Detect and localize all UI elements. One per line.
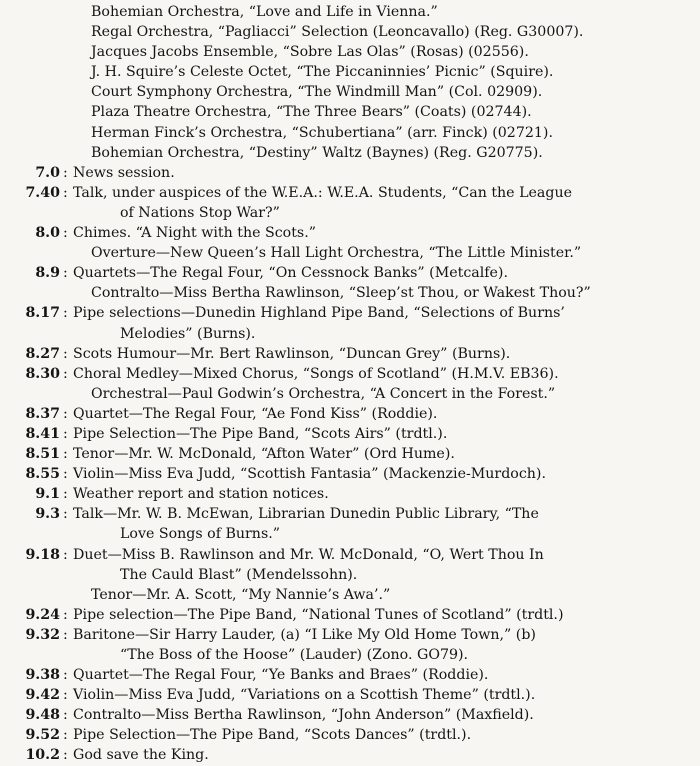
time-separator: : xyxy=(63,265,68,282)
time-separator: : xyxy=(63,687,68,704)
entry-text: Jacques Jacobs Ensemble, “Sobre Las Olas” (Rosas) (02556). xyxy=(91,44,529,61)
time-separator: : xyxy=(63,707,68,724)
programme-entry xyxy=(0,223,700,243)
programme-entry xyxy=(0,625,700,665)
entry-text: Quartet—The Regal Four, “Ye Banks and Braes” (Roddie). xyxy=(73,667,489,684)
programme-entry xyxy=(0,163,700,183)
entry-time: 8.0 xyxy=(35,225,60,242)
entry-text: Bohemian Orchestra, “Love and Life in Vienna.” xyxy=(91,4,438,20)
entry-time: 8.27 xyxy=(25,345,60,362)
entry-text: Pipe Selection—The Pipe Band, “Scots Airs” (trdtl.). xyxy=(73,425,448,442)
entry-text-continuation: Melodies” (Burns). xyxy=(120,325,256,342)
programme-entry xyxy=(0,102,700,122)
programme-entry xyxy=(0,82,700,102)
time-separator: : xyxy=(63,626,68,643)
programme-entry xyxy=(0,143,700,163)
entry-text: God save the King. xyxy=(73,747,209,764)
programme-entry xyxy=(0,344,700,364)
entry-text: Court Symphony Orchestra, “The Windmill Man” (Col. 02909). xyxy=(91,84,543,101)
entry-text-continuation: of Nations Stop War?” xyxy=(120,204,280,221)
programme-entry xyxy=(0,303,700,343)
programme-entry xyxy=(0,705,700,725)
time-separator: : xyxy=(63,667,68,684)
time-separator: : xyxy=(63,466,68,483)
programme-entry xyxy=(0,404,700,424)
time-separator: : xyxy=(63,184,68,201)
time-separator: : xyxy=(63,546,68,563)
entry-text: Quartets—The Regal Four, “On Cessnock Banks” (Metcalfe). xyxy=(73,265,508,282)
programme-entry xyxy=(0,665,700,685)
time-separator: : xyxy=(63,164,68,181)
entry-text: Scots Humour—Mr. Bert Rawlinson, “Duncan Grey” (Burns). xyxy=(73,345,511,362)
entry-time: 9.42 xyxy=(25,687,60,704)
entry-text-continuation: The Cauld Blast” (Mendelssohn). xyxy=(120,566,358,583)
entry-time: 9.38 xyxy=(25,667,60,684)
entry-time: 9.1 xyxy=(35,486,60,503)
time-separator: : xyxy=(63,747,68,764)
entry-text: Quartet—The Regal Four, “Ae Fond Kiss” (Roddie). xyxy=(73,405,438,422)
entry-text: Bohemian Orchestra, “Destiny” Waltz (Baynes) (Reg. G20775). xyxy=(91,144,543,161)
time-separator: : xyxy=(63,727,68,744)
entry-text: Baritone—Sir Harry Lauder, (a) “I Like My Old Home Town,” (b) xyxy=(73,626,536,643)
entry-time: 8.37 xyxy=(25,405,60,422)
entry-time: 9.32 xyxy=(25,626,60,643)
programme-entry xyxy=(0,2,700,22)
programme-entry xyxy=(0,444,700,464)
entry-text: Choral Medley—Mixed Chorus, “Songs of Scotland” (H.M.V. EB36). xyxy=(73,365,559,382)
programme-entry xyxy=(0,725,700,745)
programme-entry xyxy=(0,545,700,585)
entry-time: 10.2 xyxy=(25,747,60,764)
entry-text-continuation: Love Songs of Burns.” xyxy=(120,526,280,543)
entry-text: Regal Orchestra, “Pagliacci” Selection (Leoncavallo) (Reg. G30007). xyxy=(91,24,584,41)
programme-entry xyxy=(0,464,700,484)
entry-text: Violin—Miss Eva Judd, “Variations on a Scottish Theme” (trdtl.). xyxy=(73,687,536,704)
entry-time: 9.48 xyxy=(25,707,60,724)
entry-text: Violin—Miss Eva Judd, “Scottish Fantasia” (Mackenzie-Murdoch). xyxy=(73,466,546,483)
programme-entry xyxy=(0,745,700,765)
entry-time: 7.0 xyxy=(35,164,60,181)
entry-text: Pipe Selection—The Pipe Band, “Scots Dances” (trdtl.). xyxy=(73,727,472,744)
entry-text: J. H. Squire’s Celeste Octet, “The Piccaninnies’ Picnic” (Squire). xyxy=(91,64,554,81)
time-separator: : xyxy=(63,446,68,463)
entry-text: Talk, under auspices of the W.E.A.: W.E.A. Students, “Can the League xyxy=(73,184,572,201)
entry-text: Plaza Theatre Orchestra, “The Three Bears” (Coats) (02744). xyxy=(91,104,532,121)
programme-entry xyxy=(0,22,700,42)
entry-text: Tenor—Mr. W. McDonald, “Afton Water” (Ord Hume). xyxy=(73,446,455,463)
programme-entry xyxy=(0,384,700,404)
time-separator: : xyxy=(63,425,68,442)
entry-text: Orchestral—Paul Godwin’s Orchestra, “A Concert in the Forest.” xyxy=(91,385,556,402)
programme-entry xyxy=(0,424,700,444)
programme-entry xyxy=(0,243,700,263)
entry-time: 9.18 xyxy=(25,546,60,563)
programme-entry xyxy=(0,484,700,504)
entry-text: Duet—Miss B. Rawlinson and Mr. W. McDonald, “O, Wert Thou In xyxy=(73,546,544,563)
entry-text: Contralto—Miss Bertha Rawlinson, “Sleep’st Thou, or Wakest Thou?” xyxy=(91,285,591,302)
programme-entry xyxy=(0,504,700,544)
entry-text: Overture—New Queen’s Hall Light Orchestra, “The Little Minister.” xyxy=(91,245,582,262)
time-separator: : xyxy=(63,365,68,382)
programme-entry xyxy=(0,263,700,283)
entry-text: Herman Finck’s Orchestra, “Schubertiana” (arr. Finck) (02721). xyxy=(91,124,553,141)
entry-time: 8.55 xyxy=(25,466,60,483)
entry-time: 8.51 xyxy=(25,446,60,463)
entry-time: 8.17 xyxy=(25,305,60,322)
entry-text: Pipe selections—Dunedin Highland Pipe Band, “Selections of Burns’ xyxy=(73,305,565,322)
programme-entry xyxy=(0,62,700,82)
time-separator: : xyxy=(63,506,68,523)
entry-text: Talk—Mr. W. B. McEwan, Librarian Dunedin Public Library, “The xyxy=(73,506,539,523)
programme-entry xyxy=(0,123,700,143)
entry-time: 9.3 xyxy=(35,506,60,523)
entry-text-continuation: “The Boss of the Hoose” (Lauder) (Zono. GO79). xyxy=(120,647,469,663)
programme-entry xyxy=(0,42,700,62)
entry-time: 9.52 xyxy=(25,727,60,744)
programme-entry xyxy=(0,685,700,705)
entry-text: Chimes. “A Night with the Scots.” xyxy=(73,225,316,242)
entry-time: 8.41 xyxy=(25,425,60,442)
time-separator: : xyxy=(63,345,68,362)
entry-text: Pipe selection—The Pipe Band, “National Tunes of Scotland” (trdtl.) xyxy=(73,606,564,623)
programme-entry xyxy=(0,183,700,223)
programme-entry xyxy=(0,283,700,303)
time-separator: : xyxy=(63,225,68,242)
programme-entry xyxy=(0,364,700,384)
entry-time: 9.24 xyxy=(25,606,60,623)
entry-text: Weather report and station notices. xyxy=(73,486,329,503)
entry-text: Tenor—Mr. A. Scott, “My Nannie’s Awa’.” xyxy=(91,586,391,603)
time-separator: : xyxy=(63,486,68,503)
programme-entry xyxy=(0,605,700,625)
entry-time: 8.9 xyxy=(35,265,60,282)
time-separator: : xyxy=(63,305,68,322)
entry-time: 8.30 xyxy=(25,365,60,382)
time-separator: : xyxy=(63,405,68,422)
entry-time: 7.40 xyxy=(25,184,60,201)
time-separator: : xyxy=(63,606,68,623)
programme-entry xyxy=(0,585,700,605)
entry-text: Contralto—Miss Bertha Rawlinson, “John Anderson” (Maxfield). xyxy=(73,707,534,724)
entry-text: News session. xyxy=(73,164,175,181)
